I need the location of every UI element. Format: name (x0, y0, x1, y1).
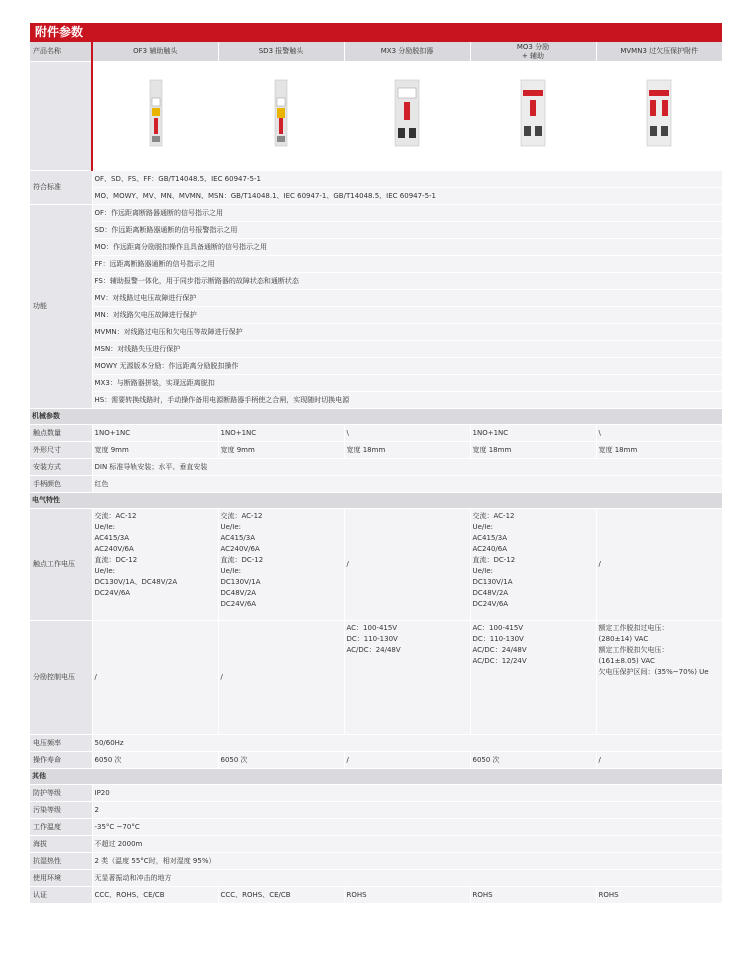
spec-sheet (30, 23, 722, 904)
functions-label: 功能 (30, 205, 92, 409)
product-name-mx3: MX3 分励脱扣器 (344, 42, 470, 62)
product-name-mo3: MO3 分励 + 辅助 (470, 42, 596, 62)
header-label: 产品名称 (30, 42, 92, 62)
product-name-sd3: SD3 报警触头 (218, 42, 344, 62)
sd3-device-image (218, 62, 344, 171)
standards-label: 符合标准 (30, 171, 92, 205)
header-row (30, 42, 722, 62)
spec-table: 产品名称 OF3 辅助触头 SD3 报警触头 MX3 分励脱扣器 MO3 分励 + 辅助 MVMN3 过欠压保护附件 符合标准 OF、SD、FS、FF：GB/T14048.5、IEC 60947-5-1 MO、MOWY、MV、MN、MVMN、MSN：GB/T14048.1、IEC 60947-1、GB/T14048.5、IEC 60947-5-1 功能 OF：作远距离断路器通断的信号指示之用 SD：作远距离断路器通断的信号报警指示之用 MO：作远距离分励脱扣操作且具备通断的信号指示之用 FF：远距离断路器通断的信号指示之用 FS：辅助报警一体化，用于同步指示断路器的故障状态和通断状态 MV：对线路过电压故障进行保护 MN：对线路欠电压故障进行保护 MVMN：对线路过电压和欠电压等故障进行保护 MSN：对线路失压进行保护 MOWY 无源版本分励：作远距离分励脱扣操作 MX3：与断路器拼装，实现远距离脱扣 HS：需要转换线路时，手动操作备用电源断路器手柄使之合闸，实现随时切换电源 机械参数 触点数量 1NO+1NC 1NO+1NC \ 1NO+1NC \ 外形尺寸 宽度 9mm 宽度 9mm 宽度 18mm 宽度 18mm 宽度 18mm 安装方式 DIN 标准导轨安装；水平、垂直安装 手柄颜色 红色 电气特性 触点工作电压 交流：AC-12 Ue/Ie: AC415/3A AC240V/6A 直流：DC-12 Ue/Ie: DC130V/1A、DC48V/2A DC24V/6A 交流：AC-12 Ue/Ie: AC415/3A AC240V/6A 直流：DC-12 Ue/Ie: DC130V/1A DC48V/2A DC24V/6A / 交流：AC-12 Ue/Ie: AC415/3A AC240/6A 直流：DC-12 Ue/Ie: DC130V/1A DC48V/2A DC24V/6A / 分励控制电压 / / AC：100-415V DC：110-130V AC/DC：24/48V AC：100-415V DC：110-130V AC/DC：24/48V AC/DC：12/24V 额定工作脱扣过电压： (280±14) VAC 额定工作脱扣欠电压： (161±8.05) VAC 欠电压保护区间：(35%~70%) Ue 电压频率 50/60Hz 操作寿命 6050 次 6050 次 / 6050 次 / 其他 防护等级 IP20 污染等级 2 工作温度 -35°C ~70°C 海拔 不超过 2000m 抗湿热性 2 类（温度 55°C时，相对湿度 95%） 使用环境 无显著振动和冲击的地方 认证 CCC、ROHS、CE/CB CCC、ROHS、CE/CB ROHS ROHS ROHS (30, 42, 722, 904)
mo3-device-image (470, 62, 596, 171)
mvmn3-device-image (596, 62, 722, 171)
product-name-of3: OF3 辅助触头 (92, 42, 218, 62)
image-row (30, 62, 722, 171)
mx3-device-image (344, 62, 470, 171)
standards-row: 符合标准 OF、SD、FS、FF：GB/T14048.5、IEC 60947-5-1 (30, 171, 722, 188)
section-mech: 机械参数 (30, 409, 722, 425)
section-other: 其他 (30, 769, 722, 785)
page-title: 附件参数 (30, 23, 722, 42)
product-name-mvmn3: MVMN3 过欠压保护附件 (596, 42, 722, 62)
section-elec: 电气特性 (30, 493, 722, 509)
functions-row: 功能 OF：作远距离断路器通断的信号指示之用 (30, 205, 722, 222)
of3-device-image (92, 62, 218, 171)
